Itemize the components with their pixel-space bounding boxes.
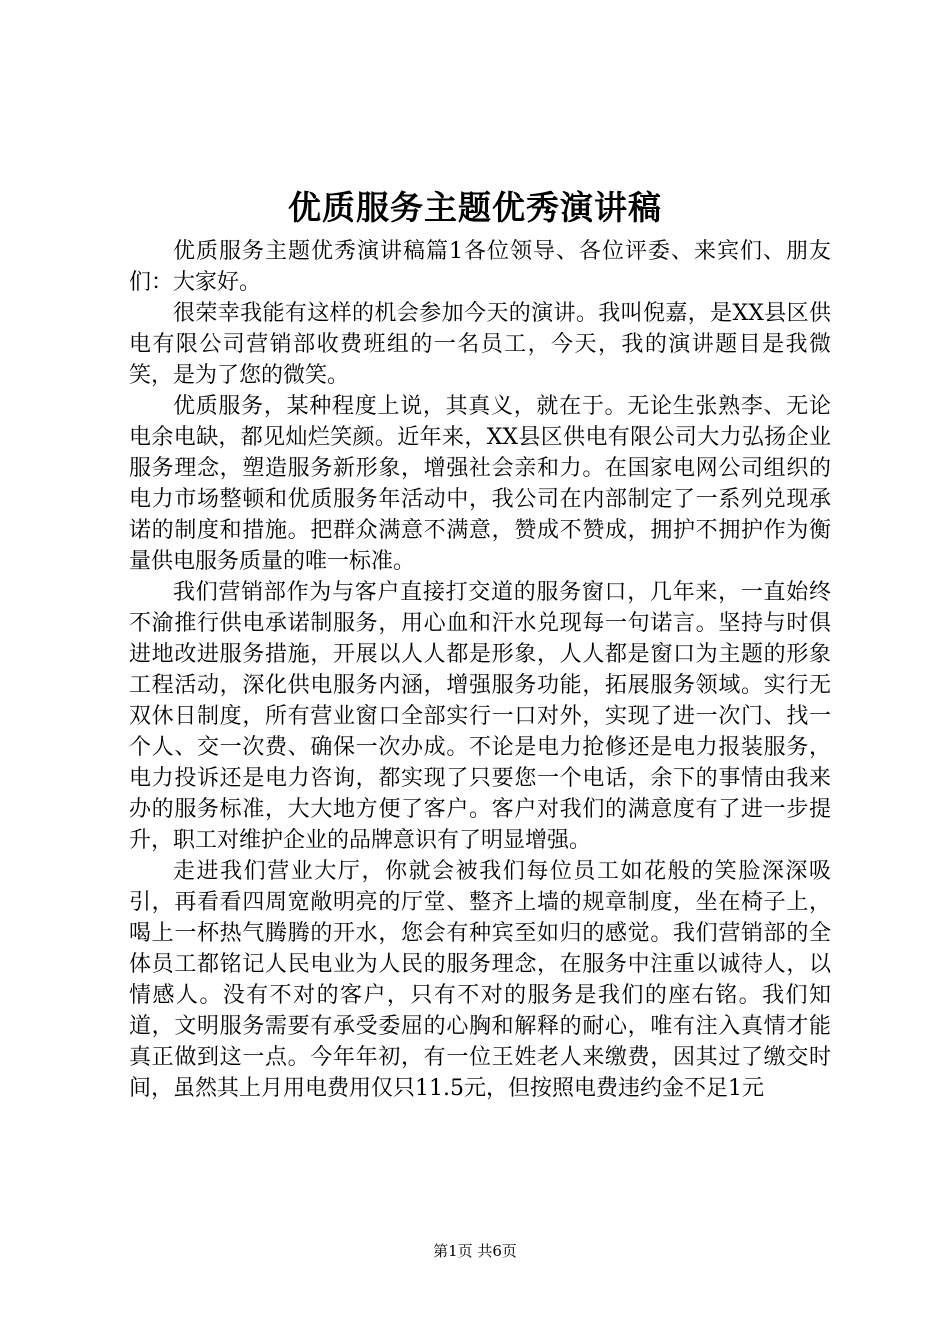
document-body [129,236,831,1104]
paragraph-4: 我们营销部作为与客户直接打交道的服务窗口，几年来，一直始终不渝推行供电承诺制服务，用心血和汗水兑现每一句诺言。坚持与时俱进地改进服务措施，开展以人人都是形象，人人都是窗口为主题的形象工程活动，深化供电服务内涵，增强服务功能，拓展服务领域。实行无双休日制度，所有营业窗口全部实行一口对外，实现了进一次门、找一个人、交一次费、确保一次办成。不论是电力抢修还是电力报装服务，电力投诉还是电力咨询，都实现了只要您一个电话，余下的事情由我来办的服务标准，大大地方便了客户。客户对我们的满意度有了进一步提升，职工对维护企业的品牌意识有了明显增强。 [129,580,831,853]
paragraph-1: 优质服务主题优秀演讲稿篇1各位领导、各位评委、来宾们、朋友们：大家好。 [129,239,831,295]
document-title: 优质服务主题优秀演讲稿 [288,188,662,227]
paragraph-3: 优质服务，某种程度上说，其真义，就在于。无论生张熟李、无论电余电缺，都见灿烂笑颜。近年来，XX县区供电有限公司大力弘扬企业服务理念，塑造服务新形象，增强社会亲和力。在国家电网公司组织的电力市场整顿和优质服务年活动中，我公司在内部制定了一系列兑现承诺的制度和措施。把群众满意不满意，赞成不赞成，拥护不拥护作为衡量供电服务质量的唯一标准。 [129,394,831,574]
page-footer: 第1页 共6页 [433,1242,517,1260]
paragraph-2: 很荣幸我能有这样的机会参加今天的演讲。我叫倪嘉，是XX县区供电有限公司营销部收费班组的一名员工，今天，我的演讲题目是我微笑，是为了您的微笑。 [129,301,831,388]
paragraph-5: 走进我们营业大厅，你就会被我们每位员工如花般的笑脸深深吸引，再看看四周宽敞明亮的厅堂、整齐上墙的规章制度，坐在椅子上，喝上一杯热气腾腾的开水，您会有种宾至如归的感觉。我们营销部的全体员工都铭记人民电业为人民的服务理念，在服务中注重以诚待人，以情感人。没有不对的客户，只有不对的服务是我们的座右铭。我们知道，文明服务需要有承受委屈的心胸和解释的耐心，唯有注入真情才能真正做到这一点。今年年初，有一位王姓老人来缴费，因其过了缴交时间，虽然其上月用电费用仅只11.5元，但按照电费违约金不足1元 [129,859,831,1101]
